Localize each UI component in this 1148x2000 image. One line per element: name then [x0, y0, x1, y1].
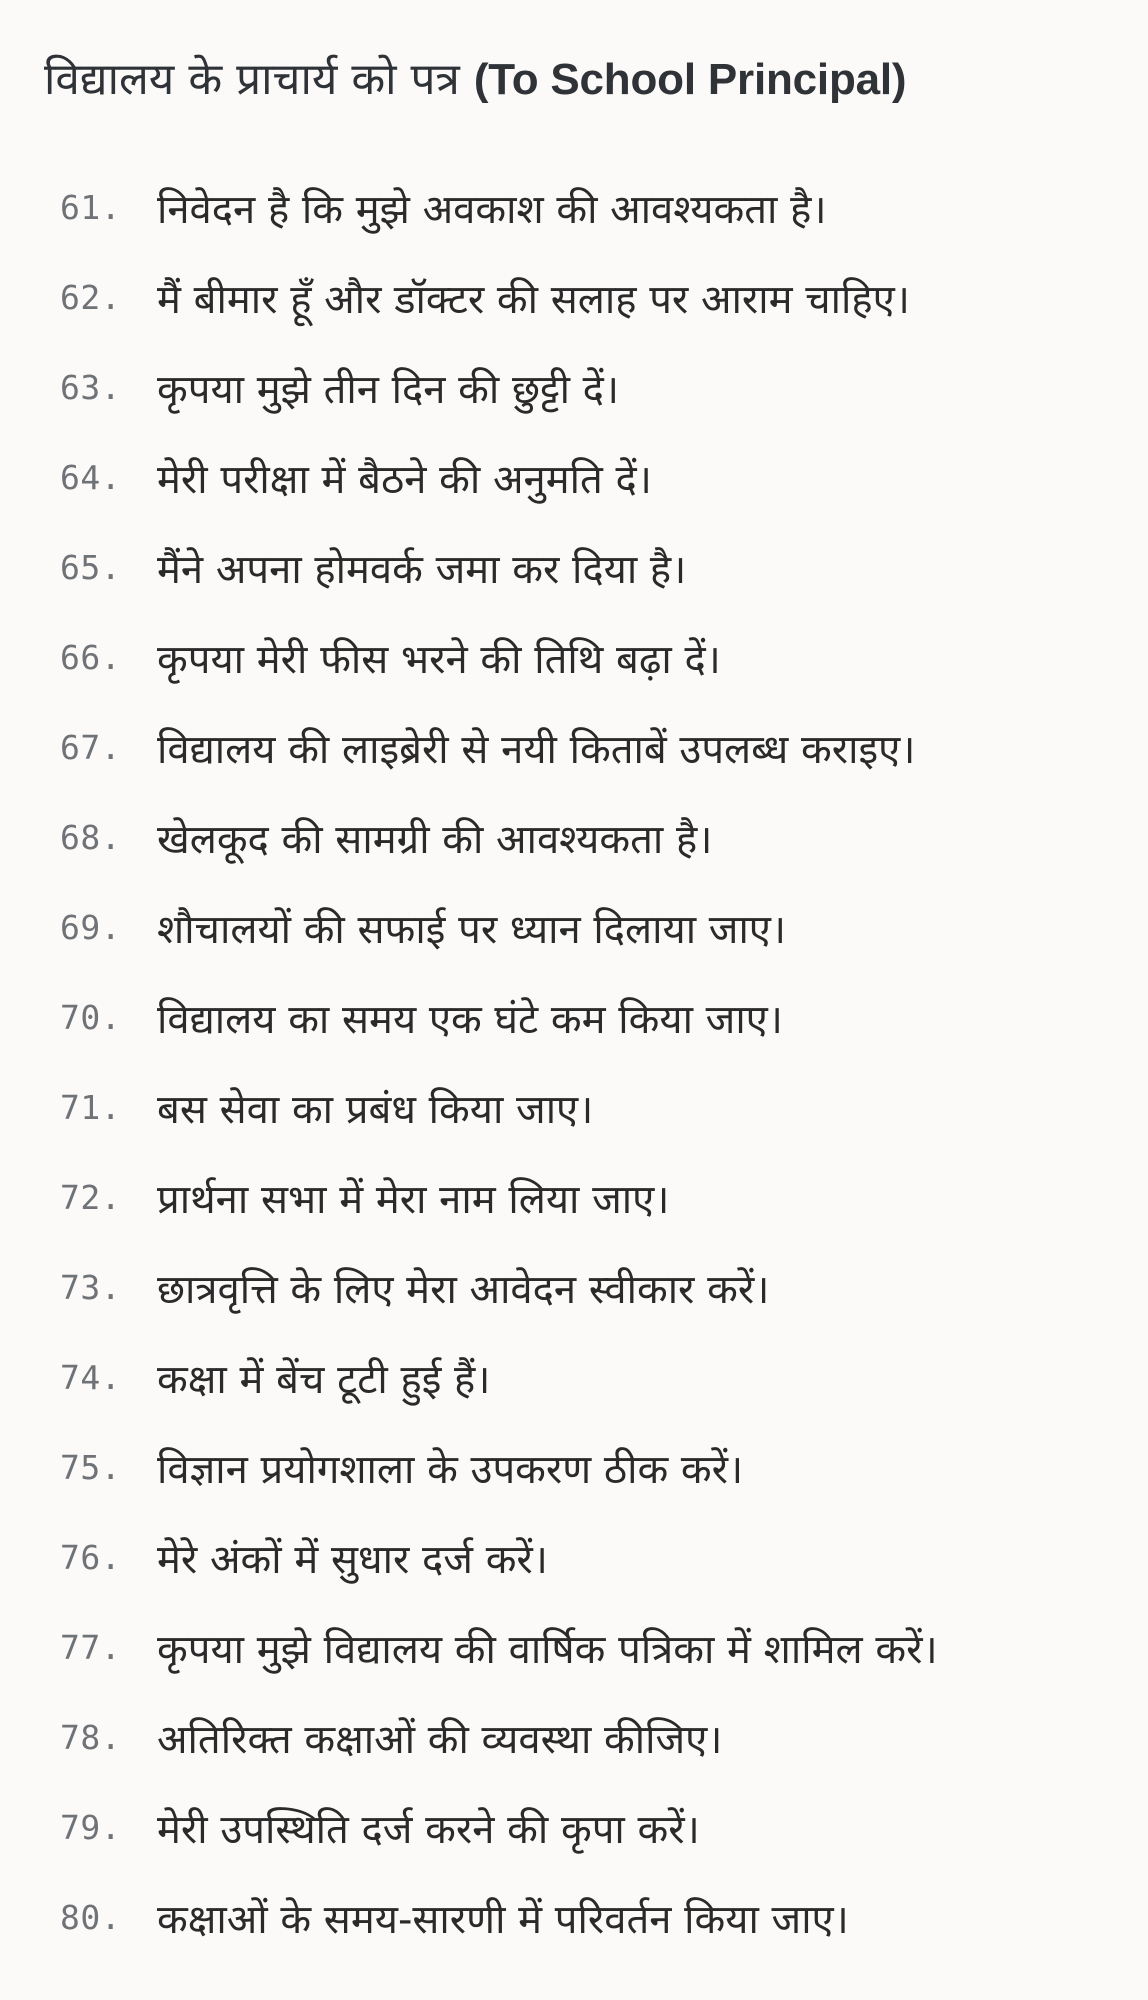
list-item — [60, 342, 938, 432]
sentence-list — [60, 162, 938, 1962]
item-number: 67. — [60, 727, 122, 767]
item-number: 66. — [60, 637, 122, 677]
list-item — [60, 702, 938, 792]
list-item — [60, 1152, 938, 1242]
item-text: कृपया मेरी फीस भरने की तिथि बढ़ा दें। — [157, 636, 721, 683]
item-text: अतिरिक्त कक्षाओं की व्यवस्था कीजिए। — [157, 1716, 723, 1763]
item-number: 72. — [60, 1177, 122, 1217]
list-item — [60, 972, 938, 1062]
title-english: (To School Principal) — [473, 55, 907, 104]
list-item — [60, 1062, 938, 1152]
item-text: छात्रवृत्ति के लिए मेरा आवेदन स्वीकार करें। — [157, 1266, 770, 1313]
list-item — [60, 612, 938, 702]
item-number: 71. — [60, 1087, 122, 1127]
item-text: निवेदन है कि मुझे अवकाश की आवश्यकता है। — [157, 186, 827, 233]
item-number: 79. — [60, 1807, 122, 1847]
item-text: विद्यालय का समय एक घंटे कम किया जाए। — [157, 996, 783, 1043]
list-item — [60, 792, 938, 882]
item-text: मैं बीमार हूँ और डॉक्टर की सलाह पर आराम चाहिए। — [157, 276, 910, 323]
item-number: 68. — [60, 817, 122, 857]
list-item — [60, 432, 938, 522]
list-item — [60, 1692, 938, 1782]
item-text: विज्ञान प्रयोगशाला के उपकरण ठीक करें। — [157, 1446, 744, 1493]
item-number: 78. — [60, 1717, 122, 1757]
item-text: कक्षाओं के समय-सारणी में परिवर्तन किया जाए। — [157, 1896, 849, 1943]
item-text: कृपया मुझे तीन दिन की छुट्टी दें। — [157, 366, 620, 413]
item-text: शौचालयों की सफाई पर ध्यान दिलाया जाए। — [157, 906, 787, 953]
item-text: प्रार्थना सभा में मेरा नाम लिया जाए। — [157, 1176, 670, 1223]
item-number: 63. — [60, 367, 122, 407]
list-item — [60, 1512, 938, 1602]
list-item — [60, 252, 938, 342]
list-item — [60, 162, 938, 252]
list-item — [60, 1332, 938, 1422]
list-item — [60, 522, 938, 612]
item-number: 61. — [60, 187, 122, 227]
item-text: मेरे अंकों में सुधार दर्ज करें। — [157, 1536, 548, 1583]
list-item — [60, 882, 938, 972]
item-number: 69. — [60, 907, 122, 947]
list-item — [60, 1782, 938, 1872]
item-number: 77. — [60, 1627, 122, 1667]
list-item — [60, 1422, 938, 1512]
item-text: खेलकूद की सामग्री की आवश्यकता है। — [157, 816, 713, 863]
item-number: 64. — [60, 457, 122, 497]
item-text: कृपया मुझे विद्यालय की वार्षिक पत्रिका में शामिल करें। — [157, 1626, 938, 1673]
item-number: 73. — [60, 1267, 122, 1307]
item-number: 62. — [60, 277, 122, 317]
item-text: विद्यालय की लाइब्रेरी से नयी किताबें उपलब्ध कराइए। — [157, 726, 916, 773]
item-text: मैंने अपना होमवर्क जमा कर दिया है। — [157, 546, 687, 593]
item-number: 75. — [60, 1447, 122, 1487]
item-number: 80. — [60, 1897, 122, 1937]
list-item — [60, 1872, 938, 1962]
item-number: 74. — [60, 1357, 122, 1397]
list-item — [60, 1242, 938, 1332]
list-item — [60, 1602, 938, 1692]
title-hindi: विद्यालय के प्राचार्य को पत्र — [44, 54, 460, 105]
page-title — [44, 52, 906, 108]
item-text: कक्षा में बेंच टूटी हुई हैं। — [157, 1356, 491, 1403]
item-text: बस सेवा का प्रबंध किया जाए। — [157, 1086, 594, 1133]
item-text: मेरी उपस्थिति दर्ज करने की कृपा करें। — [157, 1806, 700, 1853]
item-number: 76. — [60, 1537, 122, 1577]
item-number: 70. — [60, 997, 122, 1037]
item-number: 65. — [60, 547, 122, 587]
item-text: मेरी परीक्षा में बैठने की अनुमति दें। — [157, 456, 652, 503]
